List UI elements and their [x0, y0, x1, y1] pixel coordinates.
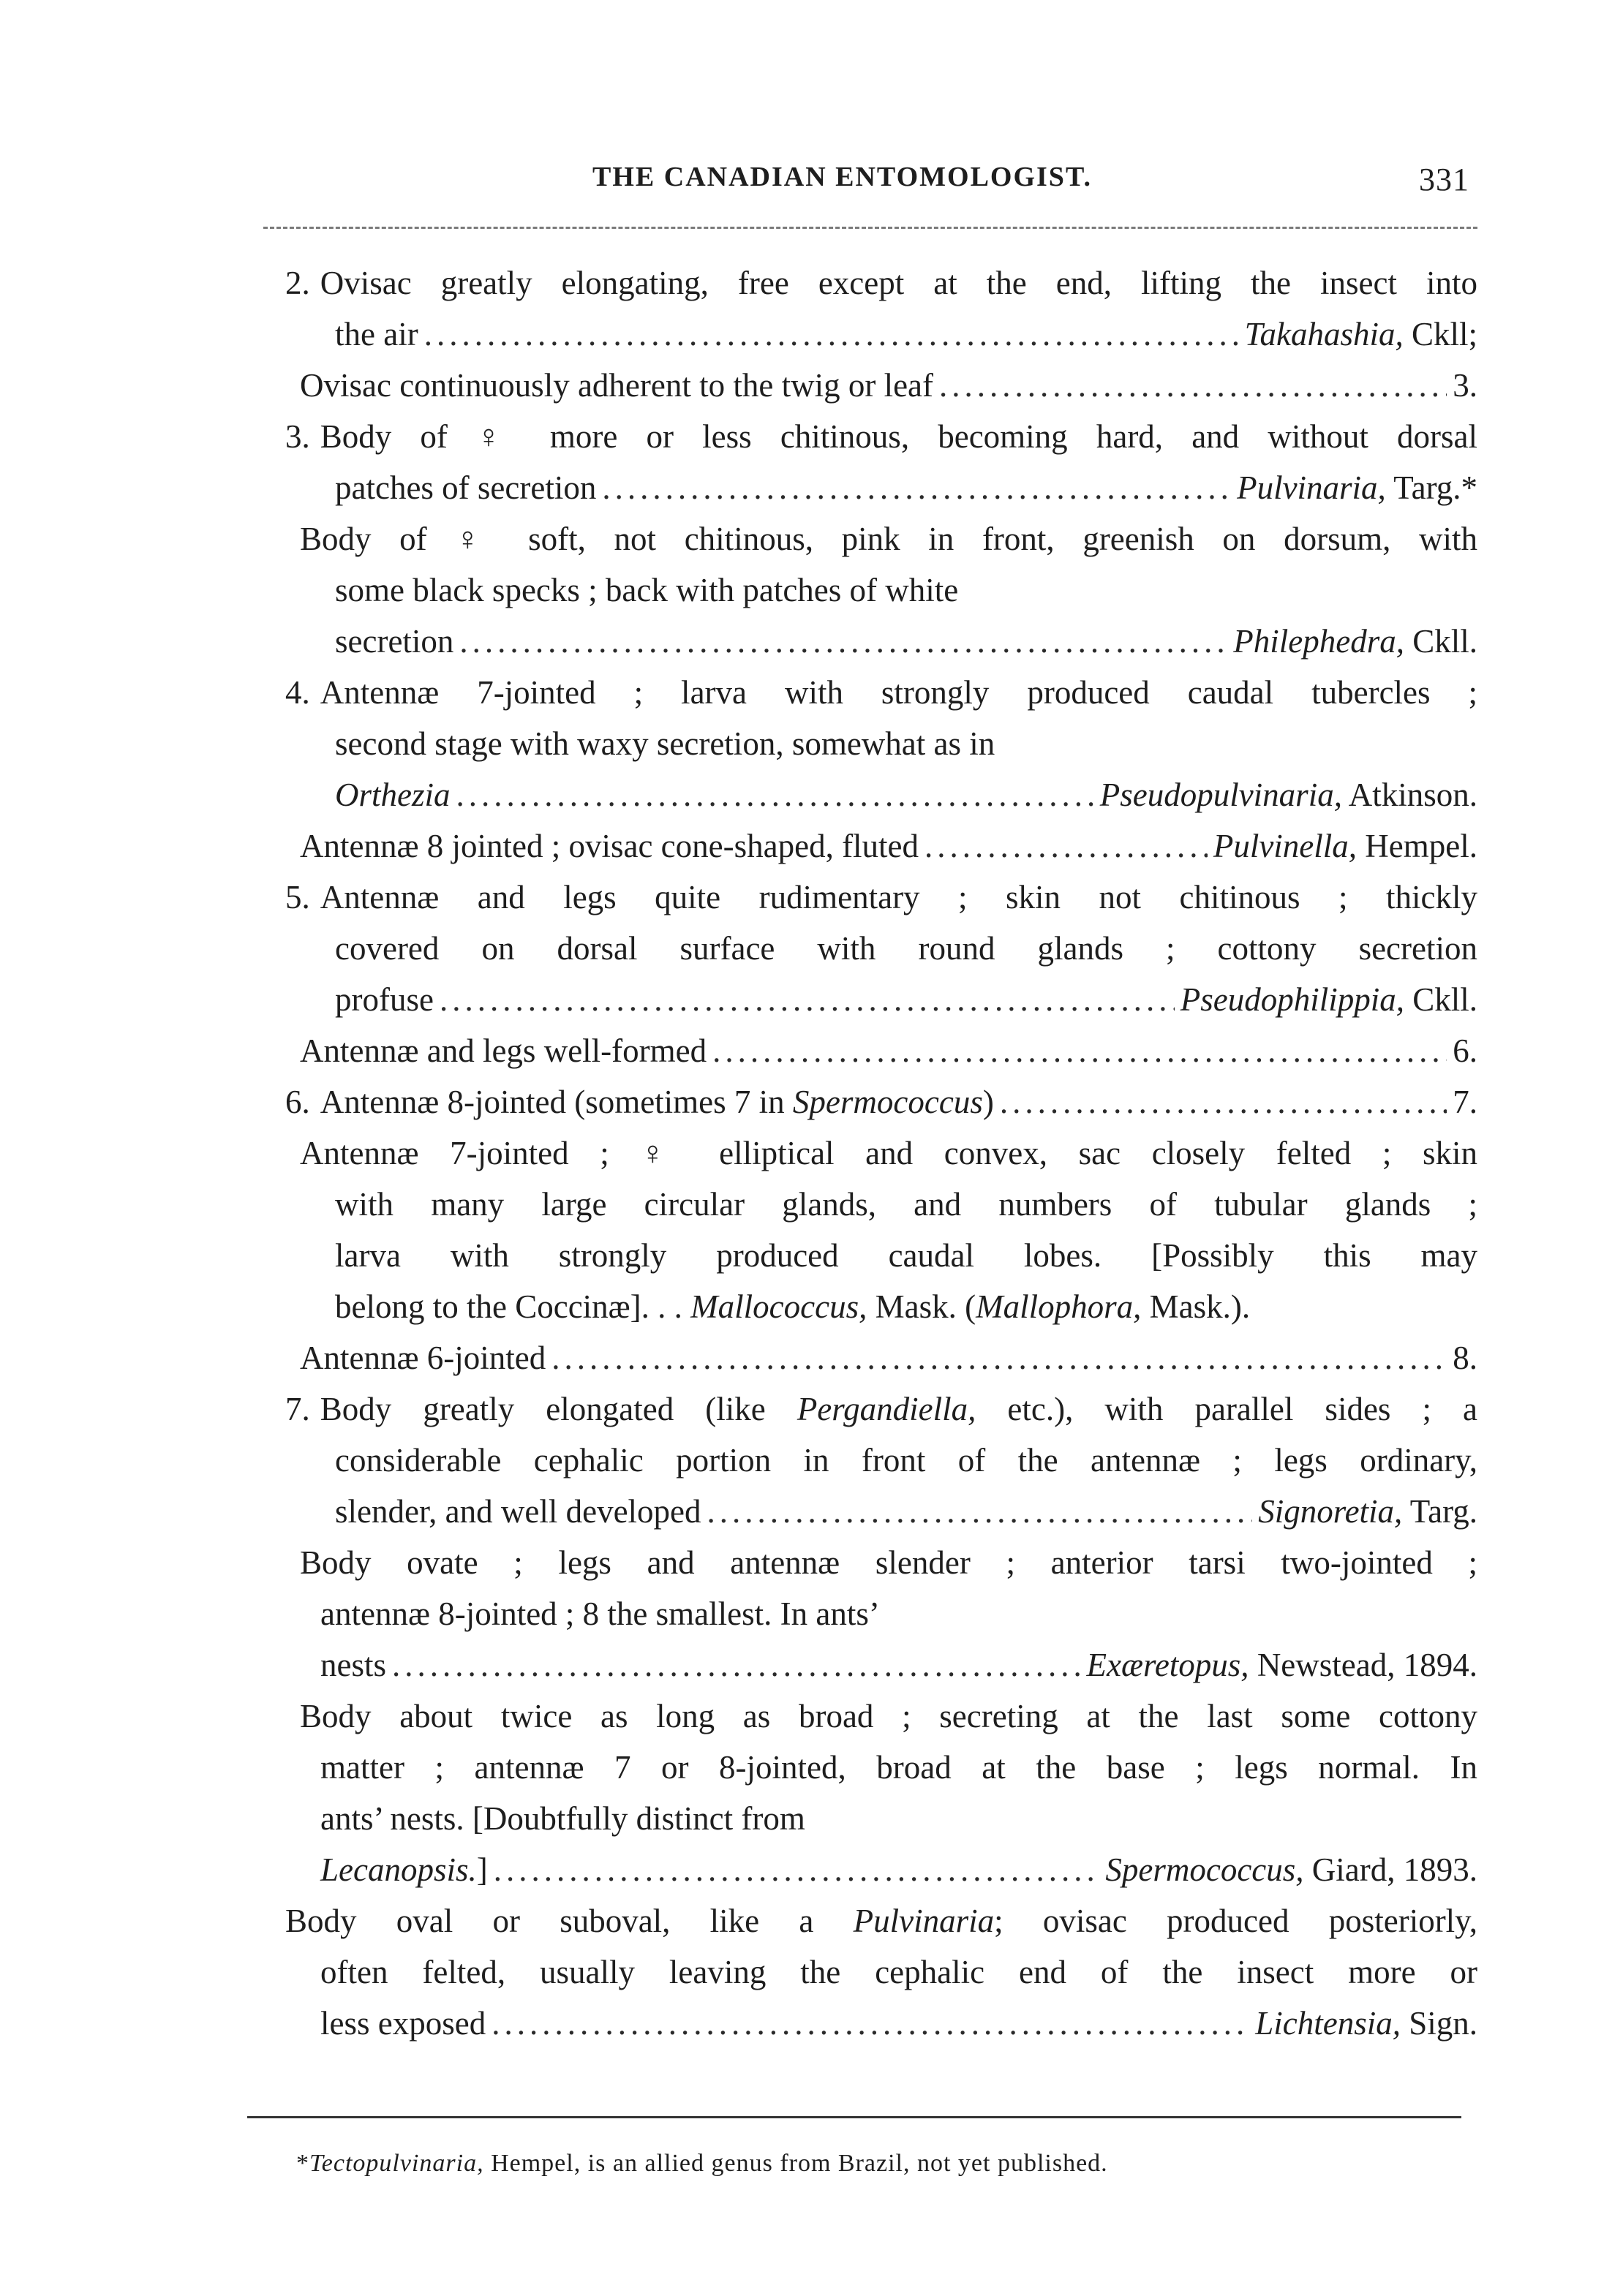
leader-dots: [440, 974, 1175, 1025]
key-line: 4. Antennæ 7-jointed ; larva with strongly produced caudal tubercles ;: [285, 674, 1477, 711]
key-line: antennæ 8-jointed ; 8 the smallest. In ants’: [320, 1596, 880, 1632]
key-line: secretion ..... Philephedra, Ckll.: [285, 616, 1477, 667]
key-line: 3. Body of ♀ more or less chitinous, becoming hard, and without dorsal: [285, 418, 1477, 455]
leader-dots: [492, 1998, 1249, 2049]
key-line: Antennæ 8 jointed ; ovisac cone-shaped, fluted ..... Pulvinella, Hempel.: [285, 820, 1477, 872]
leader-dots: [1000, 1076, 1447, 1128]
key-line: considerable cephalic portion in front of the antennæ ; legs ordinary,: [335, 1442, 1477, 1479]
leader-dots: [551, 1332, 1447, 1383]
key-line: patches of secretion ..... Pulvinaria, Targ.*: [285, 462, 1477, 513]
genus-name: Exæretopus,: [1086, 1647, 1249, 1683]
leader-dots: [392, 1639, 1081, 1691]
genus-name: Signoretia,: [1258, 1493, 1403, 1530]
key-line: 5. Antennæ and legs quite rudimentary ; skin not chitinous ; thickly: [285, 879, 1477, 915]
key-line: Lecanopsis. ] ..... Spermococcus, Giard, 1893.: [285, 1844, 1477, 1895]
key-line: 6. Antennæ 8-jointed (sometimes 7 in Spermococcus ) ..... 7.: [285, 1076, 1477, 1128]
genus-name: Pseudophilippia,: [1180, 981, 1404, 1018]
key-line: Body of ♀ soft, not chitinous, pink in front, greenish on dorsum, with: [300, 521, 1477, 557]
genus-name: Mallococcus,: [690, 1288, 867, 1325]
genus-name: Orthezia: [335, 777, 451, 813]
genus-name: Mallophora,: [976, 1288, 1142, 1325]
key-line: Body ovate ; legs and antennæ slender ; anterior tarsi two-jointed ;: [300, 1544, 1477, 1581]
key-text: [285, 257, 1477, 2049]
key-line: some black specks ; back with patches of white: [335, 572, 959, 608]
key-line: slender, and well developed ..... Signoretia, Targ.: [285, 1486, 1477, 1537]
header-rule: [263, 227, 1477, 229]
page-number: 331: [1419, 162, 1469, 197]
genus-name: Lichtensia,: [1255, 2005, 1401, 2042]
key-line: Orthezia ..... Pseudopulvinaria, Atkinson.: [285, 769, 1477, 820]
genus-name: Pergandiella,: [797, 1391, 976, 1427]
genus-name: Spermococcus,: [1105, 1851, 1304, 1888]
footnote-genus: Tectopulvinaria,: [309, 2150, 484, 2177]
key-line: second stage with waxy secretion, somewhat as in: [335, 725, 995, 762]
key-line: covered on dorsal surface with round glands ; cottony secretion: [335, 930, 1477, 967]
key-line: matter ; antennæ 7 or 8-jointed, broad at the base ; legs normal. In: [320, 1749, 1477, 1786]
key-line: Ovisac continuously adherent to the twig or leaf ..... 3.: [285, 360, 1477, 411]
genus-name: Pulvinella,: [1213, 828, 1357, 864]
key-line: less exposed ..... Lichtensia, Sign.: [285, 1998, 1477, 2049]
leader-dots: [602, 462, 1231, 513]
leader-dots: [459, 616, 1227, 667]
genus-name: Lecanopsis.: [320, 1851, 477, 1888]
genus-name: Pseudopulvinaria,: [1099, 777, 1342, 813]
key-line: larva with strongly produced caudal lobes. [Possibly this may: [335, 1237, 1477, 1274]
running-head: [293, 161, 1469, 205]
genus-name: Pulvinaria,: [1237, 469, 1386, 506]
key-line: profuse ..... Pseudophilippia, Ckll.: [285, 974, 1477, 1025]
key-line: Body oval or suboval, like a Pulvinaria; ovisac produced posteriorly,: [285, 1903, 1478, 1939]
leader-dots: [424, 309, 1239, 360]
footnote: [296, 2150, 1108, 2178]
key-line: Antennæ 7-jointed ; ♀ elliptical and convex, sac closely felted ; skin: [300, 1135, 1477, 1171]
footnote-marker: *: [296, 2150, 309, 2177]
key-line: ants’ nests. [Doubtfully distinct from: [320, 1800, 805, 1837]
key-line: 7. Body greatly elongated (like Pergandiella, etc.), with parallel sides ; a: [285, 1391, 1478, 1427]
leader-dots: [456, 769, 1094, 820]
key-line: 2. Ovisac greatly elongating, free except at the end, lifting the insect into: [285, 265, 1477, 301]
genus-name: Philephedra,: [1233, 623, 1404, 660]
key-line: Antennæ and legs well-formed ..... 6.: [285, 1025, 1477, 1076]
genus-name: Pulvinaria: [853, 1903, 995, 1939]
key-line: nests ..... Exæretopus, Newstead, 1894.: [285, 1639, 1477, 1691]
running-title: THE CANADIAN ENTOMOLOGIST.: [592, 162, 1092, 192]
leader-dots: [925, 820, 1208, 872]
leader-dots: [494, 1844, 1100, 1895]
footnote-text: Hempel, is an allied genus from Brazil, not yet published.: [483, 2150, 1108, 2177]
leader-dots: [939, 360, 1447, 411]
key-line: belong to the Coccinæ]. . . Mallococcus, Mask. ( Mallophora, Mask.).: [285, 1281, 1477, 1332]
genus-name: Spermococcus: [792, 1084, 983, 1120]
footnote-rule: [247, 2116, 1461, 2118]
genus-name: Takahashia,: [1244, 316, 1404, 352]
key-line: the air ..... Takahashia, Ckll;: [285, 309, 1477, 360]
key-line: often felted, usually leaving the cephalic end of the insect more or: [320, 1954, 1477, 1990]
key-line: Body about twice as long as broad ; secreting at the last some cottony: [300, 1698, 1477, 1734]
key-line: Antennæ 6-jointed ..... 8.: [285, 1332, 1477, 1383]
leader-dots: [712, 1025, 1447, 1076]
key-line: with many large circular glands, and numbers of tubular glands ;: [335, 1186, 1477, 1223]
leader-dots: [707, 1486, 1253, 1537]
